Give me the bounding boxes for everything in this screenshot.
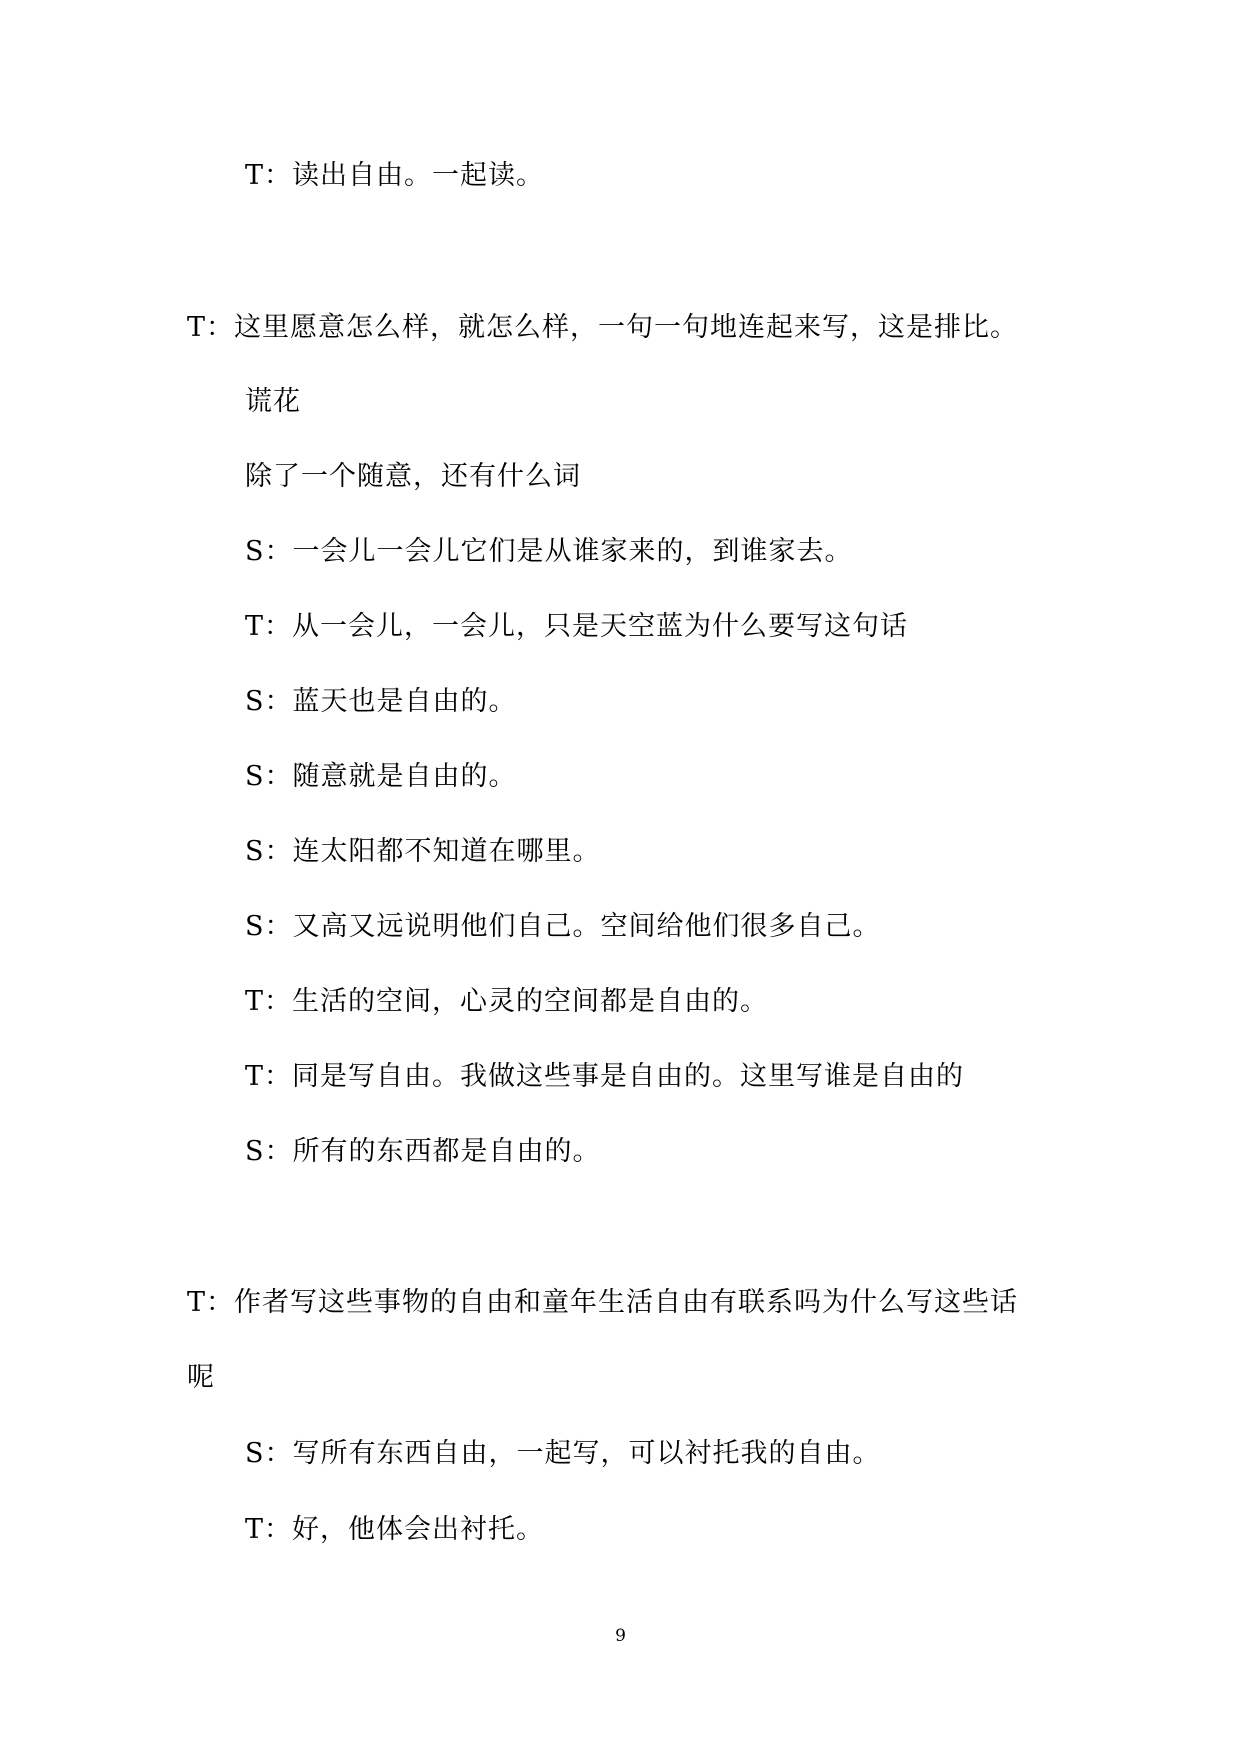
text-line: 除了一个随意，还有什么词: [245, 461, 581, 492]
text-line: S：连太阳都不知道在哪里。: [245, 836, 601, 867]
text-line: T：好，他体会出衬托。: [245, 1514, 545, 1545]
text-line: S：蓝天也是自由的。: [245, 686, 517, 717]
text-line: T：作者写这些事物的自由和童年生活自由有联系吗为什么写这些话: [187, 1287, 1019, 1318]
text-line: T：读出自由。一起读。: [245, 160, 545, 191]
text-line: 呢: [187, 1362, 215, 1393]
text-line: T：从一会儿，一会儿，只是天空蓝为什么要写这句话: [245, 611, 909, 642]
text-line: T：生活的空间，心灵的空间都是自由的。: [245, 986, 769, 1017]
text-line: T：这里愿意怎么样，就怎么样，一句一句地连起来写，这是排比。: [187, 312, 1019, 343]
text-line: S：随意就是自由的。: [245, 761, 517, 792]
text-line: T：同是写自由。我做这些事是自由的。这里写谁是自由的: [245, 1061, 965, 1092]
text-line: S：写所有东西自由，一起写，可以衬托我的自由。: [245, 1438, 881, 1469]
page-number: 9: [615, 1626, 626, 1646]
text-line: S：所有的东西都是自由的。: [245, 1136, 601, 1167]
text-line: S：又高又远说明他们自己。空间给他们很多自己。: [245, 911, 881, 942]
text-line: S：一会儿一会儿它们是从谁家来的，到谁家去。: [245, 536, 853, 567]
text-line: 谎花: [245, 386, 301, 417]
